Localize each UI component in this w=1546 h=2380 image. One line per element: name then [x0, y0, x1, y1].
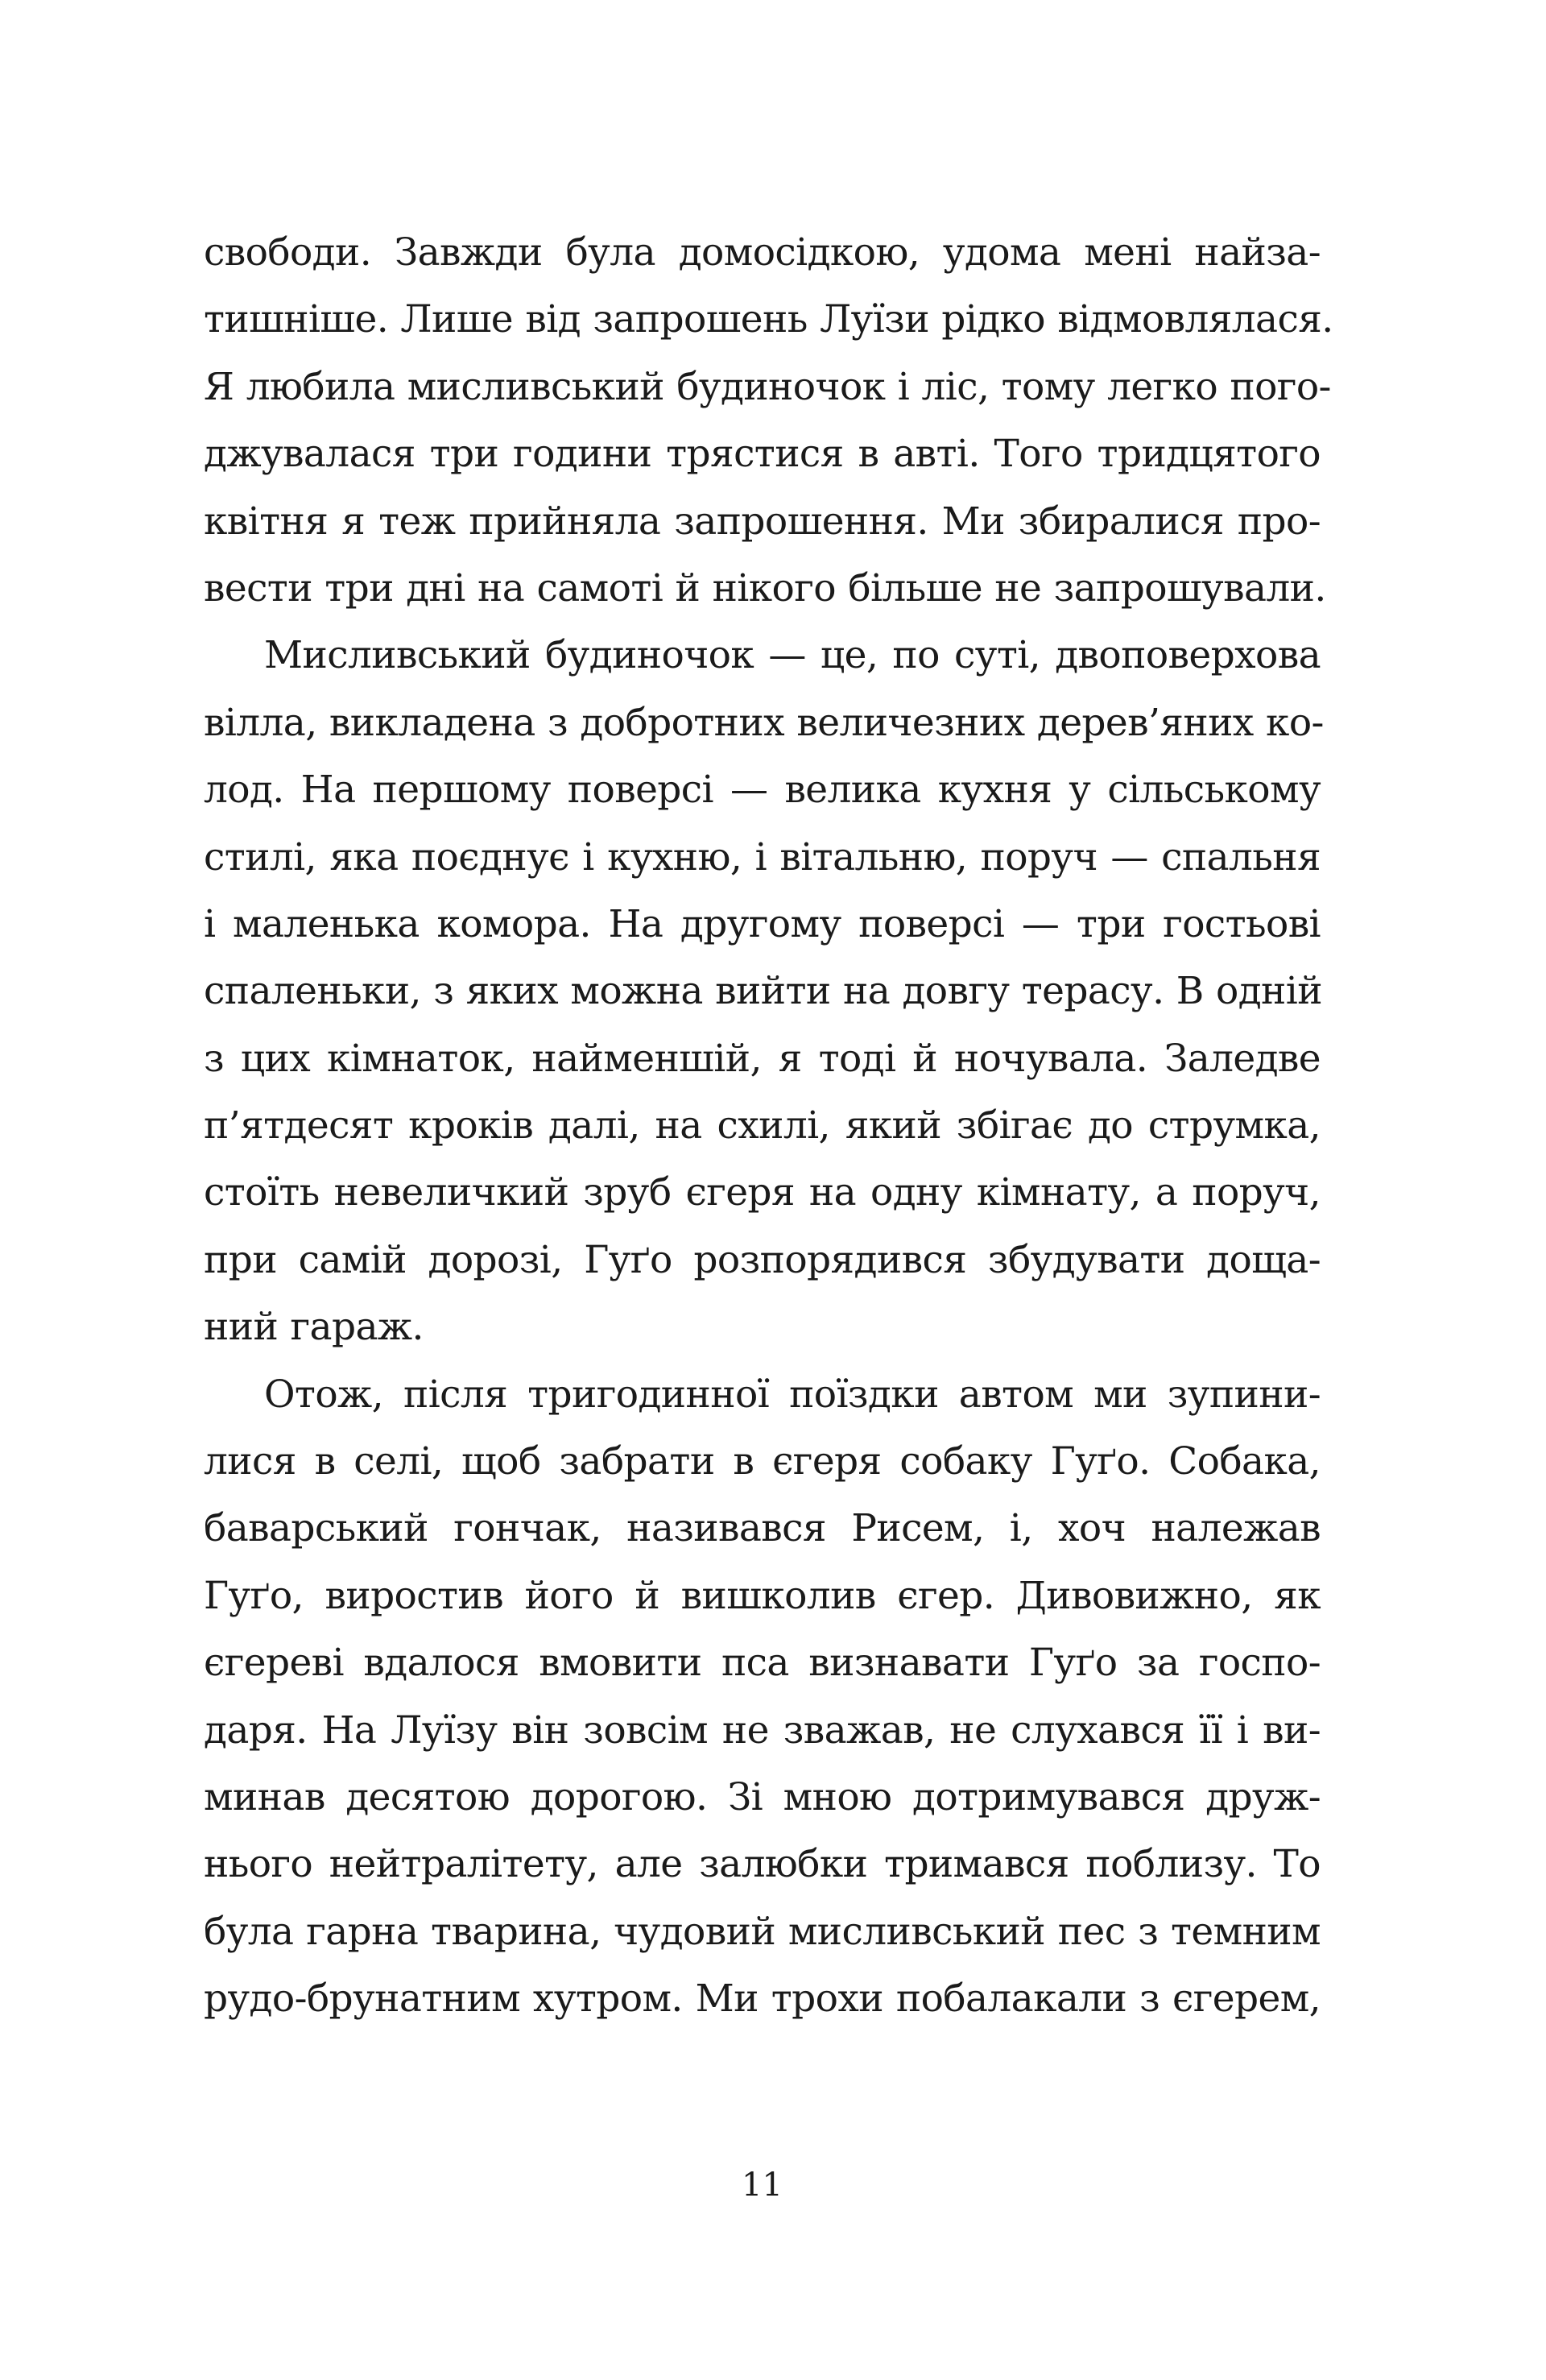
- text-line: лод. На першому поверсі — велика кухня у сільському: [204, 768, 1321, 813]
- paragraph-3: [204, 1361, 1321, 2033]
- text-line: була гарна тварина, чудовий мисливський пес з темним: [204, 1909, 1321, 1954]
- text-line: Я любила мисливський будиночок і ліс, тому легко пого-: [204, 364, 1331, 409]
- paragraph-2: [204, 622, 1324, 1360]
- text-line: Отож, після тригодинної поїздки автом ми зупини-: [264, 1372, 1321, 1417]
- text-line: баварський гончак, називався Рисем, і, хоч належав: [204, 1506, 1321, 1551]
- page-number: 11: [742, 2167, 783, 2204]
- text-line: свободи. Завжди була домосідкою, удома мені найза-: [204, 230, 1321, 275]
- text-line: п’ятдесят кроків далі, на схилі, який збігає до струмка,: [204, 1103, 1321, 1149]
- text-line: вести три дні на самоті й нікого більше не запрошували.: [204, 565, 1326, 611]
- paragraph-1: [204, 219, 1333, 622]
- text-line: при самій дорозі, Гуґо розпорядився збудувати доща-: [204, 1237, 1321, 1282]
- text-line: ний гараж.: [204, 1305, 424, 1350]
- text-line: вілла, викладена з добротних величезних дерев’яних ко-: [204, 700, 1324, 745]
- text-line: нього нейтралітету, але залюбки тримався поблизу. То: [204, 1842, 1321, 1887]
- text-line: і маленька комора. На другому поверсі — три гостьові: [204, 901, 1321, 946]
- text-line: тишніше. Лише від запрошень Луїзи рідко відмовлялася.: [204, 297, 1333, 342]
- text-line: стоїть невеличкий зруб єгеря на одну кімнату, а поруч,: [204, 1170, 1321, 1215]
- text-line: даря. На Луїзу він зовсім не зважав, не слухався її і ви-: [204, 1707, 1321, 1753]
- text-line: минав десятою дорогою. Зі мною дотримувався друж-: [204, 1774, 1321, 1819]
- text-line: квітня я теж прийняла запрошення. Ми збиралися про-: [204, 499, 1321, 544]
- text-line: джувалася три години трястися в авті. Того тридцятого: [204, 432, 1321, 477]
- body-text: [204, 219, 1333, 2033]
- text-line: єгереві вдалося вмовити пса визнавати Гуґо за госпо-: [204, 1641, 1321, 1686]
- text-line: стилі, яка поєднує і кухню, і вітальню, поруч — спальня: [204, 834, 1321, 880]
- text-line: з цих кімнаток, найменшій, я тоді й ночувала. Заледве: [204, 1036, 1321, 1081]
- text-line: Гуґо, виростив його й вишколив єгер. Дивовижно, як: [204, 1573, 1321, 1618]
- text-line: рудо-брунатним хутром. Ми трохи побалакали з єгерем,: [204, 1976, 1321, 2022]
- text-line: Мисливський будиночок — це, по суті, двоповерхова: [264, 633, 1321, 678]
- text-line: лися в селі, щоб забрати в єгеря собаку Гуґо. Собака,: [204, 1439, 1321, 1484]
- text-line: спаленьки, з яких можна вийти на довгу терасу. В одній: [204, 969, 1322, 1014]
